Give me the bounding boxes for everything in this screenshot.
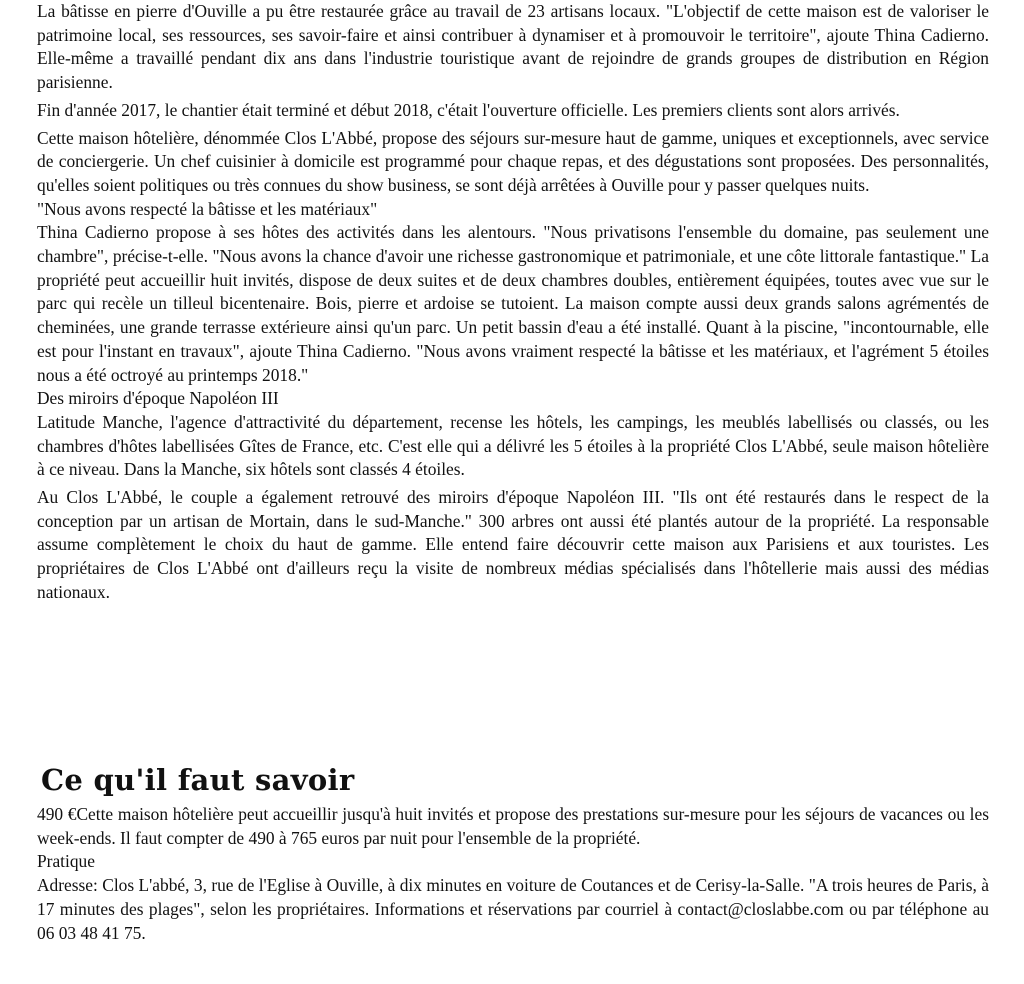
subheading-mirrors: Des miroirs d'époque Napoléon III (37, 388, 279, 409)
practical-subheading: Pratique (37, 851, 95, 872)
article-body (37, 0, 989, 605)
paragraph-clos-labbe: Cette maison hôtelière, dénommée Clos L'Abbé, propose des séjours sur-mesure haut de gamme, uniques et exceptionnels, avec service de conciergerie. Un chef cuisinier à domicile est programmé pour chaque repas, et des dégustations sont proposées. Des personnalités, qu'elles soient politiques ou très connues du show business, se sont déjà arrêtées à Ouville pour y passer quelques nuits. (37, 127, 989, 195)
paragraph-mirrors: Au Clos L'Abbé, le couple a également retrouvé des miroirs d'époque Napoléon III. "Ils ont été restaurés dans le respect de la conception par un artisan de Mortain, dans le sud-Manche." 300 arbres ont aussi été plantés autour de la propriété. La responsable assume complètement le choix du haut de gamme. Elle entend faire découvrir cette maison aux Parisiens et aux touristes. Les propriétaires de Clos L'Abbé ont d'ailleurs reçu la visite de nombreux médias spécialisés dans l'hôtellerie mais aussi des médias nationaux. (37, 487, 989, 602)
paragraph-restoration: La bâtisse en pierre d'Ouville a pu être restaurée grâce au travail de 23 artisans locaux. "L'objectif de cette maison est de valoriser le patrimoine local, ses ressources, ses savoir-faire et ainsi contribuer à dynamiser et à promouvoir le territoire", ajoute Thina Cadierno. Elle-même a travaillé pendant dix ans dans l'industrie touristique avant de rejoindre de grands groupes de distribution en Région parisienne. (37, 1, 989, 93)
info-box (37, 803, 989, 945)
paragraph-activities: Thina Cadierno propose à ses hôtes des activités dans les alentours. "Nous privatisons l'ensemble du domaine, pas seulement une chambre", précise-t-elle. "Nous avons la chance d'avoir une richesse gastronomique et patrimoniale, et une côte littorale fantastique." La propriété peut accueillir huit invités, dispose de deux suites et de deux chambres doubles, entièrement équipées, toutes avec vue sur le parc qui recèle un tilleul bicentenaire. Bois, pierre et ardoise se tutoient. La maison compte aussi deux grands salons agrémentés de cheminées, une grande terrasse extérieure ainsi qu'un parc. Un petit bassin d'eau a été installé. Quant à la piscine, "incontournable, elle est pour l'instant en travaux", ajoute Thina Cadierno. "Nous avons vraiment respecté la bâtisse et les matériaux, et l'agrément 5 étoiles nous a été octroyé au printemps 2018." (37, 222, 989, 385)
paragraph-latitude-manche: Latitude Manche, l'agence d'attractivité du département, recense les hôtels, les campings, les meublés labellisés ou classés, ou les chambres d'hôtes labellisées Gîtes de France, etc. C'est elle qui a délivré les 5 étoiles à la propriété Clos L'Abbé, seule maison hôtelière à ce niveau. Dans la Manche, six hôtels sont classés 4 étoiles. (37, 411, 989, 480)
subheading-respect: "Nous avons respecté la bâtisse et les matériaux" (37, 198, 378, 219)
info-box-heading: Ce qu'il faut savoir (41, 763, 355, 797)
address-paragraph: Adresse: Clos L'abbé, 3, rue de l'Eglise à Ouville, à dix minutes en voiture de Coutances et de Cerisy-la-Salle. "A trois heures de Paris, à 17 minutes des plages", selon les propriétaires. Informations et réservations par courriel à contact@closlabbe.com ou par téléphone au 06 03 48 41 75. (37, 875, 989, 943)
price-paragraph: 490 €Cette maison hôtelière peut accueillir jusqu'à huit invités et propose des prestations sur-mesure pour les séjours de vacances ou les week-ends. Il faut compter de 490 à 765 euros par nuit pour l'ensemble de la propriété. (37, 804, 989, 848)
paragraph-opening: Fin d'année 2017, le chantier était terminé et début 2018, c'était l'ouverture officielle. Les premiers clients sont alors arrivés. (37, 99, 900, 120)
